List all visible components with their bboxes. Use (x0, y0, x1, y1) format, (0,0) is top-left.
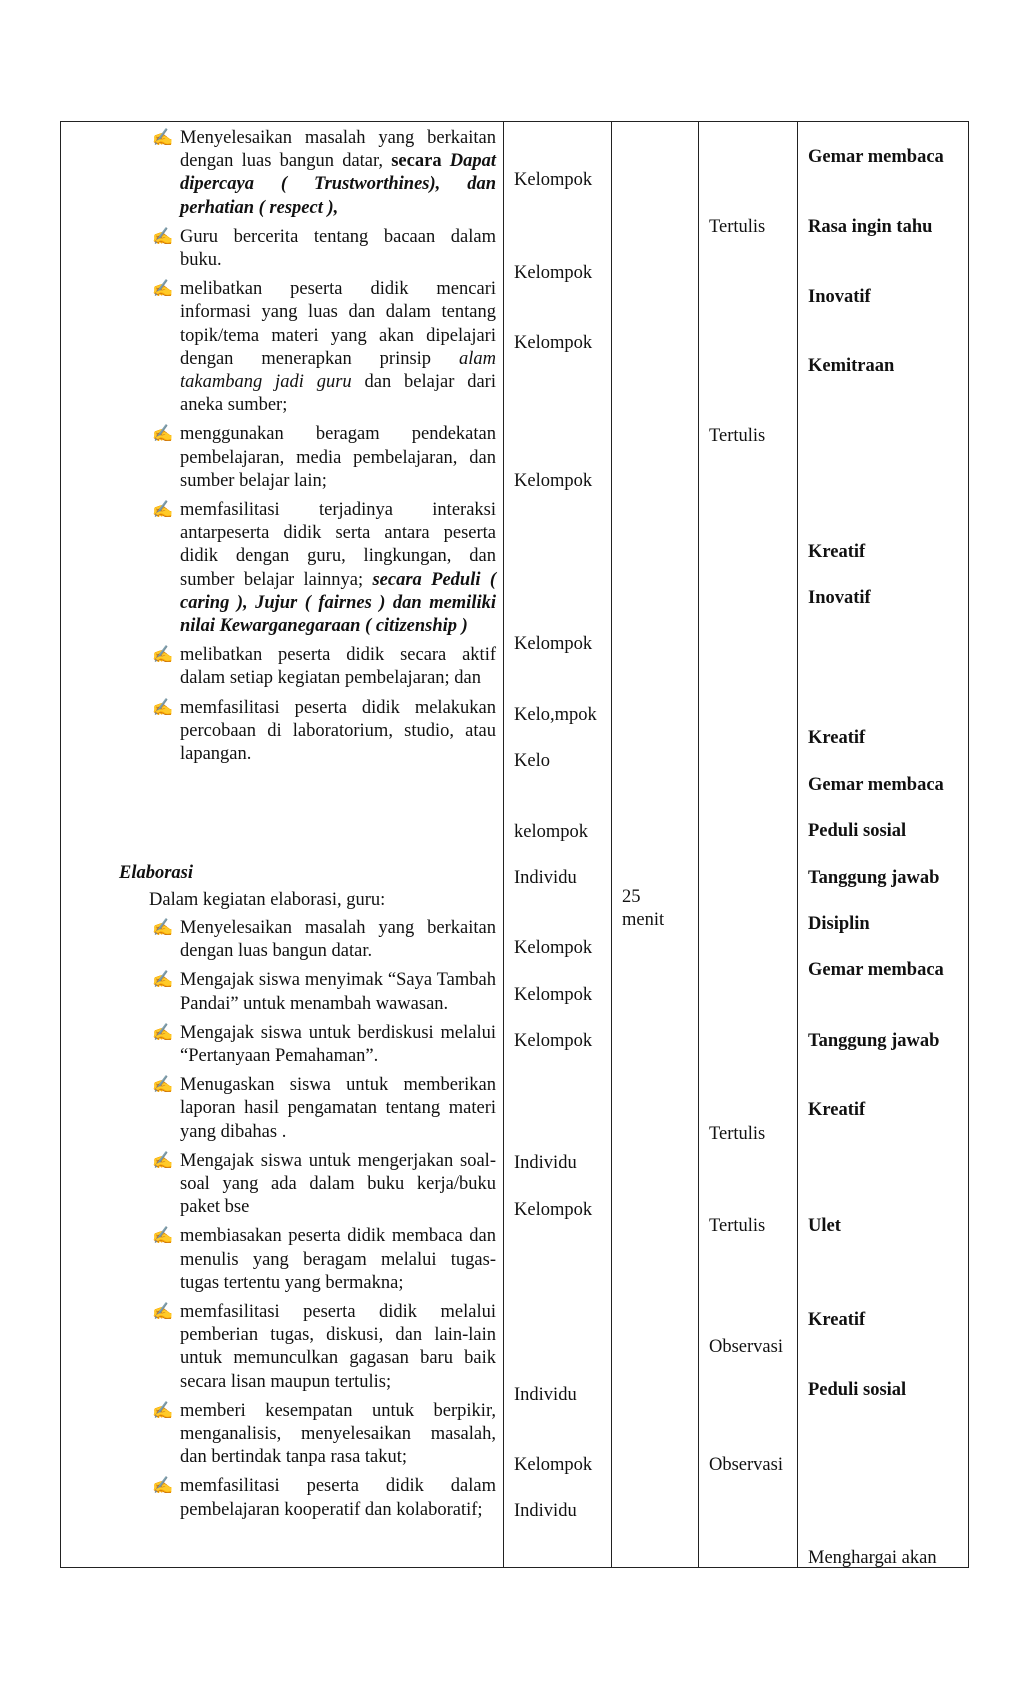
writing-hand-icon: ✍ (152, 645, 174, 665)
assessment-cell: Tertulis (709, 426, 766, 446)
activity-item (152, 226, 496, 272)
grouping-cell: Kelompok (514, 985, 593, 1005)
elaborasi-title: Elaborasi (119, 863, 194, 883)
activity-item (152, 1301, 496, 1394)
activity-text: membiasakan peserta didik membaca dan menulis yang beragam melalui tugas-tugas tertentu yang bermakna; (180, 1226, 496, 1293)
activity-item (152, 278, 496, 417)
character-value-cell: Ulet (808, 1216, 841, 1236)
character-value-cell: Tanggung jawab (808, 1031, 940, 1051)
character-value-cell: Inovatif (808, 588, 871, 608)
elaborasi-intro: Dalam kegiatan elaborasi, guru: (149, 890, 386, 910)
grouping-cell: kelompok (514, 822, 588, 842)
character-value-cell: Kemitraan (808, 356, 895, 376)
grouping-cell: Individu (514, 1501, 577, 1521)
writing-hand-icon: ✍ (152, 1022, 174, 1042)
activity-item (152, 917, 496, 963)
column-divider-1 (503, 122, 504, 1567)
activity-text: Guru bercerita tentang bacaan dalam buku. (180, 226, 496, 271)
activity-text: Mengajak siswa untuk berdiskusi melalui “Pertanyaan Pemahaman”. (180, 1022, 496, 1067)
writing-hand-icon: ✍ (152, 424, 174, 444)
activity-text: memfasilitasi terjadinya interaksi antarpeserta didik serta antara peserta didik dengan guru, lingkungan, dan sumber belajar lainnya; secara Peduli ( caring ), Jujur ( fairnes ) dan memiliki nilai Kewarganegaraan ( citizenship ) (180, 500, 496, 637)
grouping-cell: Kelompok (514, 1455, 593, 1475)
writing-hand-icon: ✍ (152, 1476, 174, 1496)
character-value-cell: Rasa ingin tahu (808, 217, 933, 237)
activity-text: Mengajak siswa untuk mengerjakan soal-soal yang ada dalam buku kerja/buku paket bse (180, 1150, 496, 1218)
grouping-cell: Kelo (514, 751, 550, 771)
grouping-cell: Kelo,mpok (514, 705, 597, 725)
writing-hand-icon: ✍ (152, 500, 174, 520)
character-value-cell: Peduli sosial (808, 1380, 907, 1400)
activity-item (152, 127, 496, 220)
activity-text: Menugaskan siswa untuk memberikan laporan hasil pengamatan tentang materi yang dibahas . (180, 1075, 496, 1142)
writing-hand-icon: ✍ (152, 918, 174, 937)
column-divider-4 (797, 122, 798, 1567)
grouping-cell: Kelompok (514, 333, 593, 353)
grouping-cell: Kelompok (514, 1031, 593, 1051)
activity-text: memberi kesempatan untuk berpikir, menganalisis, menyelesaikan masalah, dan bertindak tanpa rasa takut; (180, 1400, 496, 1468)
grouping-cell: Individu (514, 1153, 577, 1173)
writing-hand-icon: ✍ (152, 1302, 174, 1322)
grouping-cell: Kelompok (514, 263, 593, 283)
character-value-cell: Kreatif (808, 1100, 866, 1120)
activity-item (152, 423, 496, 493)
time-unit: menit (622, 910, 665, 930)
time-value: 25 (622, 887, 641, 907)
writing-hand-icon: ✍ (152, 1150, 174, 1170)
activity-text: melibatkan peserta didik mencari informasi yang luas dan dalam tentang topik/tema materi yang akan dipelajari dengan menerapkan prinsip alam takambang jadi guru dan belajar dari aneka sumber; (180, 279, 496, 416)
writing-hand-icon: ✍ (152, 1226, 174, 1246)
writing-hand-icon: ✍ (152, 1075, 174, 1095)
grouping-cell: Kelompok (514, 170, 593, 190)
activity-item (152, 1150, 496, 1220)
grouping-cell: Kelompok (514, 634, 593, 654)
column-divider-2 (611, 122, 612, 1567)
assessment-cell: Tertulis (709, 1124, 766, 1144)
writing-hand-icon: ✍ (152, 697, 174, 717)
activity-item (152, 1022, 496, 1068)
character-value-cell: Inovatif (808, 287, 871, 307)
writing-hand-icon: ✍ (152, 970, 174, 990)
character-value-cell: Gemar membaca (808, 775, 944, 795)
activity-text: memfasilitasi peserta didik melakukan percobaan di laboratorium, studio, atau lapangan. (180, 697, 496, 765)
activity-item (152, 1475, 496, 1521)
activity-item (152, 644, 496, 690)
activity-text: Menyelesaikan masalah yang berkaitan dengan luas bangun datar, secara Dapat dipercaya ( Trustworthines), dan perhatian ( respect ), (180, 128, 496, 218)
activity-text: Mengajak siswa menyimak “Saya Tambah Pandai” untuk menambah wawasan. (180, 970, 496, 1014)
character-value-cell: Disiplin (808, 914, 870, 934)
character-value-cell: Tanggung jawab (808, 868, 940, 888)
grouping-cell: Individu (514, 1385, 577, 1405)
column-divider-3 (698, 122, 699, 1567)
character-value-cell: Gemar membaca (808, 960, 944, 980)
assessment-cell: Tertulis (709, 1216, 766, 1236)
activity-text: memfasilitasi peserta didik dalam pembelajaran kooperatif dan kolaboratif; (180, 1476, 496, 1520)
character-value-cell: Kreatif (808, 728, 866, 748)
character-value-cell: Gemar membaca (808, 147, 944, 167)
elaborasi-heading (119, 862, 193, 885)
writing-hand-icon: ✍ (152, 226, 174, 246)
writing-hand-icon: ✍ (152, 128, 174, 147)
activity-text: melibatkan peserta didik secara aktif dalam setiap kegiatan pembelajaran; dan (180, 645, 496, 689)
writing-hand-icon: ✍ (152, 1400, 174, 1420)
writing-hand-icon: ✍ (152, 279, 174, 299)
assessment-cell: Observasi (709, 1337, 783, 1357)
assessment-cell: Tertulis (709, 217, 766, 237)
activity-item (152, 697, 496, 767)
activity-item (152, 969, 496, 1015)
activity-text: menggunakan beragam pendekatan pembelajaran, media pembelajaran, dan sumber belajar lain; (180, 424, 496, 491)
character-value-cell: Menghargai akan (808, 1548, 937, 1568)
activity-item (152, 499, 496, 638)
activity-item (152, 1225, 496, 1295)
activity-text: Menyelesaikan masalah yang berkaitan dengan luas bangun datar. (180, 918, 496, 962)
grouping-cell: Individu (514, 868, 577, 888)
character-value-cell: Kreatif (808, 542, 866, 562)
exploration-activity-list (152, 127, 496, 770)
character-value-cell: Kreatif (808, 1310, 866, 1330)
activity-item (152, 1074, 496, 1144)
elaboration-activity-list (152, 917, 496, 1526)
grouping-cell: Kelompok (514, 471, 593, 491)
grouping-cell: Kelompok (514, 938, 593, 958)
activity-text: memfasilitasi peserta didik melalui pemberian tugas, diskusi, dan lain-lain untuk memunculkan gagasan baru baik secara lisan maupun tertulis; (180, 1302, 496, 1392)
character-value-cell: Peduli sosial (808, 821, 907, 841)
grouping-cell: Kelompok (514, 1200, 593, 1220)
assessment-cell: Observasi (709, 1455, 783, 1475)
activity-item (152, 1400, 496, 1470)
